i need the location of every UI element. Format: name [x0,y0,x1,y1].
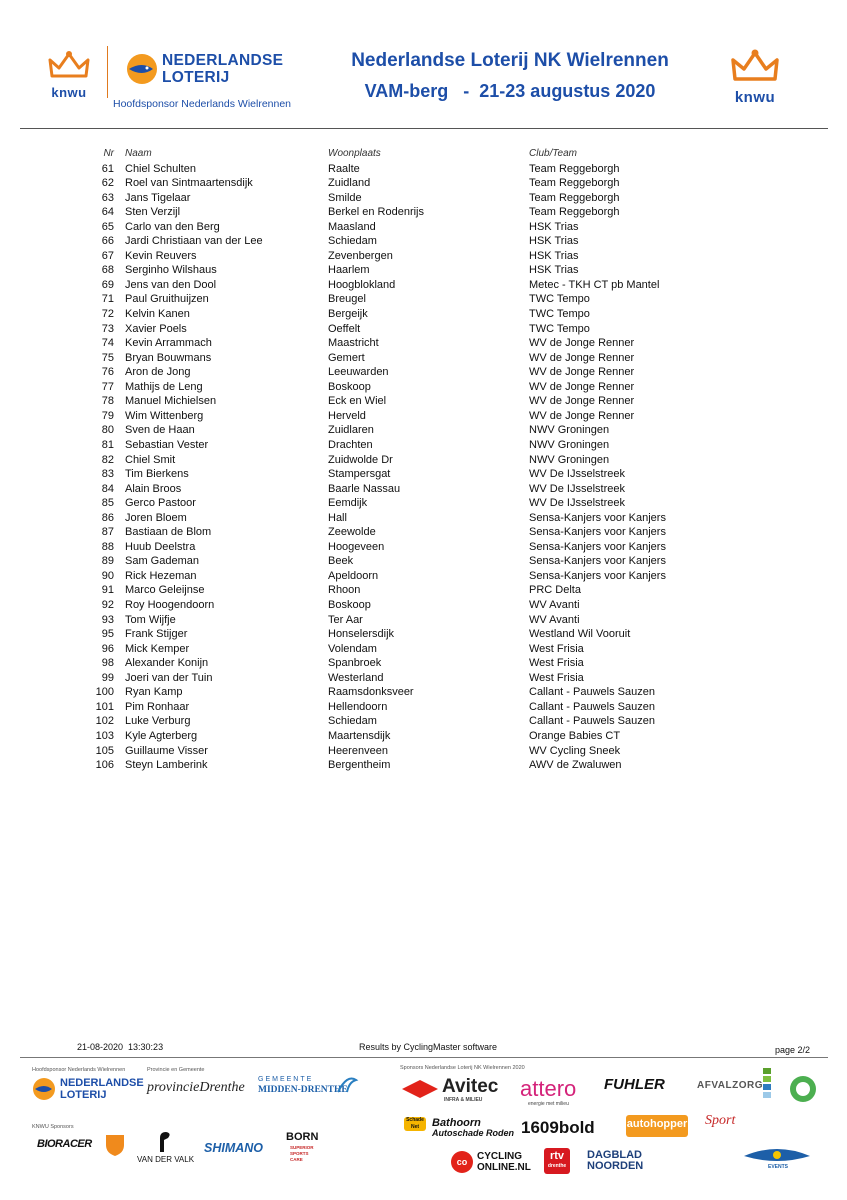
rider-woonplaats: Zuidwolde Dr [328,453,393,466]
knwu-logo-right [726,48,784,106]
rider-club: WV de Jonge Renner [529,380,635,393]
rider-name: Sven de Haan [125,424,195,437]
rider-number: 64 [101,206,114,219]
bathoorn-line2: Autoschade Roden [432,1128,515,1138]
footer-rule [20,1057,828,1058]
rider-club: WV De IJsselstreek [529,468,625,481]
rider-number: 80 [101,424,114,437]
rider-number: 98 [101,657,114,670]
table-row [0,192,847,207]
rider-number: 69 [101,278,114,291]
rider-name: Sam Gademan [125,555,199,568]
rider-number: 103 [95,729,114,742]
rider-name: Jardi Christiaan van der Lee [125,235,263,248]
shimano-logo: SHIMANO [204,1141,264,1155]
rider-number: 93 [101,613,114,626]
rider-name: Aron de Jong [125,366,191,379]
table-row [0,323,847,338]
rider-woonplaats: Maasland [328,220,376,233]
rider-name: Guillaume Visser [125,744,208,757]
column-header-nr: Nr [103,148,114,159]
rider-name: Jens van den Dool [125,278,217,291]
table-row [0,555,847,570]
cyclingonline-line2: ONLINE.NL [477,1162,531,1173]
rider-number: 67 [101,249,114,262]
afvalzorg-logo: AFVALZORG [697,1080,763,1091]
rider-woonplaats: Ter Aar [328,613,363,626]
rider-name: Sebastian Vester [125,438,209,451]
rider-club: TWC Tempo [529,308,590,320]
table-row [0,163,847,178]
nl-line2: LOTERIJ [162,69,230,86]
rider-woonplaats: Zuidland [328,177,371,190]
rider-club: Callant - Pauwels Sauzen [529,715,655,728]
rider-name: Jans Tigelaar [125,191,191,204]
crown-icon [726,48,784,84]
rider-number: 100 [95,686,114,699]
toucan-icon [156,1130,172,1152]
knwu-logo-text: knwu [734,89,776,106]
column-header-club: Club/Team [529,148,577,159]
table-row [0,614,847,629]
bioracer-logo: BIORACER [37,1138,92,1150]
footer-nl-line2: LOTERIJ [60,1089,107,1101]
rider-number: 99 [101,671,114,684]
header-rule [20,128,828,129]
rider-number: 62 [101,177,114,190]
attero-sub: energie met milieu [528,1101,569,1107]
provincie-drenthe-logo: provincieDrenthe [147,1080,245,1095]
knwu-logo-left [44,50,94,100]
column-header-naam: Naam [125,148,152,159]
rider-club: WV de Jonge Renner [529,409,635,422]
table-row [0,643,847,658]
rider-number: 82 [101,453,114,466]
rider-number: 86 [101,511,114,524]
rider-club: AWV de Zwaluwen [529,759,622,772]
rider-number: 102 [95,715,114,728]
rider-club: NWV Groningen [529,438,610,451]
schade-net-badge: Schade Net [404,1117,426,1131]
table-row [0,264,847,279]
rider-name: Pim Ronhaar [125,700,190,713]
table-row [0,235,847,250]
footer-results-credit: Results by CyclingMaster software [359,1042,498,1052]
table-row [0,730,847,745]
rider-club: WV Avanti [529,613,580,626]
rider-number: 72 [101,308,114,320]
table-row [0,584,847,599]
rider-number: 68 [101,264,114,277]
rider-name: Alain Broos [125,482,182,495]
rider-woonplaats: Hoogblokland [328,278,396,291]
rider-number: 88 [101,540,114,553]
rider-club: Sensa-Kanjers voor Kanjers [529,526,666,539]
rider-name: Xavier Poels [125,322,187,335]
table-row [0,410,847,425]
rider-club: HSK Trias [529,264,579,277]
rider-woonplaats: Apeldoorn [328,569,379,582]
rider-club: PRC Delta [529,584,581,597]
rider-club: Team Reggeborgh [529,162,620,175]
rider-name: Mick Kemper [125,642,190,655]
table-row [0,308,847,323]
table-row [0,381,847,396]
table-row [0,483,847,498]
rider-woonplaats: Eck en Wiel [328,395,387,408]
rider-woonplaats: Hellendoorn [328,700,388,713]
rider-name: Gerco Pastoor [125,497,196,510]
table-row [0,206,847,221]
rider-name: Carlo van den Berg [125,220,220,233]
knwu-logo-text: knwu [51,85,87,100]
rider-club: Callant - Pauwels Sauzen [529,686,655,699]
table-row [0,759,847,774]
table-row [0,424,847,439]
rider-club: Sensa-Kanjers voor Kanjers [529,540,666,553]
rider-club: Sensa-Kanjers voor Kanjers [529,569,666,582]
rider-woonplaats: Bergeijk [328,308,368,320]
table-row [0,352,847,367]
rider-name: Bryan Bouwmans [125,351,212,364]
rider-club: Sensa-Kanjers voor Kanjers [529,511,666,524]
rider-name: Sten Verzijl [125,206,181,219]
rider-club: Team Reggeborgh [529,191,620,204]
avitec-arrow-icon [402,1080,438,1098]
column-header-woonplaats: Woonplaats [328,148,381,159]
rider-number: 61 [101,162,114,175]
table-row [0,526,847,541]
table-row [0,657,847,672]
table-row [0,628,847,643]
rider-name: Kevin Arrammach [125,337,212,350]
table-row [0,177,847,192]
rider-club: Team Reggeborgh [529,206,620,219]
rider-number: 71 [101,293,114,306]
rider-number: 89 [101,555,114,568]
rider-woonplaats: Leeuwarden [328,366,389,379]
rider-club: Metec - TKH CT pb Mantel [529,278,660,291]
rider-club: WV De IJsselstreek [529,497,625,510]
rider-woonplaats: Volendam [328,642,377,655]
rider-club: HSK Trias [529,235,579,248]
table-row [0,512,847,527]
rider-club: West Frisia [529,642,584,655]
svg-text:co: co [456,1157,468,1167]
rider-woonplaats: Westerland [328,671,384,684]
provincie-label: Provincie en Gemeente [147,1067,205,1073]
rider-club: Westland Wil Vooruit [529,628,631,641]
rider-name: Frank Stijger [125,628,188,641]
header-divider [107,46,108,98]
crown-icon [44,50,94,80]
rider-woonplaats: Heerenveen [328,744,388,757]
table-row [0,439,847,454]
rider-woonplaats: Herveld [328,409,366,422]
nl-loterij-logo [125,52,159,91]
rider-name: Ryan Kamp [125,686,183,699]
rider-number: 78 [101,395,114,408]
rider-club: TWC Tempo [529,293,590,306]
nl-loterij-wordmark [162,52,283,86]
avitec-logo: Avitec [442,1076,499,1097]
rider-number: 74 [101,337,114,350]
rider-name: Marco Geleijnse [125,584,205,597]
rider-woonplaats: Honselersdijk [328,628,395,641]
table-row [0,221,847,236]
footer-nl-line1: NEDERLANDSE [60,1077,144,1089]
rider-woonplaats: Zuidlaren [328,424,374,437]
rider-name: Roy Hoogendoorn [125,599,215,611]
table-row [0,293,847,308]
1609bold-logo: 1609bold [521,1118,595,1137]
hoofdsponsor-label: Hoofdsponsor Nederlands Wielrennen [32,1067,126,1073]
rider-woonplaats: Boskoop [328,599,371,611]
table-row [0,570,847,585]
rider-club: West Frisia [529,657,584,670]
table-header [0,148,847,163]
rider-club: WV de Jonge Renner [529,351,635,364]
rider-number: 90 [101,569,114,582]
rider-number: 96 [101,642,114,655]
table-row [0,279,847,294]
rider-woonplaats: Smilde [328,191,362,204]
footer-page-number: page 2/2 [775,1045,811,1055]
rider-number: 65 [101,220,114,233]
rider-club: WV Avanti [529,599,580,611]
rtv-sub: drenthe [547,1163,567,1169]
table-row [0,686,847,701]
attero-logo: attero [520,1076,577,1101]
rider-woonplaats: Drachten [328,438,373,451]
rider-name: Paul Gruithuijzen [125,293,209,306]
rider-woonplaats: Bergentheim [328,759,391,772]
rider-name: Wim Wittenberg [125,409,204,422]
avitec-sub: INFRA & MILIEU [444,1097,483,1103]
rider-woonplaats: Baarle Nassau [328,482,401,495]
born-logo: BORN [286,1131,319,1143]
rider-woonplaats: Zevenbergen [328,249,393,262]
cyclingonline-circle-icon [450,1150,474,1174]
rider-woonplaats: Maartensdijk [328,729,391,742]
rider-woonplaats: Raalte [328,162,360,175]
rider-club: NWV Groningen [529,453,610,466]
rider-name: Luke Verburg [125,715,191,728]
table-row [0,468,847,483]
rider-name: Huub Deelstra [125,540,196,553]
rider-woonplaats: Oeffelt [328,322,361,335]
rider-club: WV de Jonge Renner [529,337,635,350]
born-sub: SUPERIOR SPORTS CARE [290,1145,314,1162]
rider-club: Orange Babies CT [529,729,621,742]
rider-woonplaats: Hall [328,511,347,524]
rider-club: Callant - Pauwels Sauzen [529,700,655,713]
sponsors-label: Sponsors Nederlandse Loterij NK Wielrennen 2020 [400,1065,525,1071]
rider-number: 83 [101,468,114,481]
table-row [0,599,847,614]
rider-number: 81 [101,438,114,451]
rider-name: Serginho Wilshaus [125,264,217,277]
vandervalk-logo: VAN DER VALK [137,1155,195,1164]
rider-woonplaats: Schiedam [328,715,377,728]
rider-club: Team Reggeborgh [529,177,620,190]
table-row [0,701,847,716]
rider-name: Chiel Smit [125,453,176,466]
rider-name: Tom Wijfje [125,613,176,626]
rider-woonplaats: Eemdijk [328,497,368,510]
rider-woonplaats: Raamsdonksveer [328,686,414,699]
rider-woonplaats: Hoogeveen [328,540,385,553]
bathoorn-line1: Bathoorn [432,1117,481,1129]
rider-number: 63 [101,191,114,204]
table-row [0,337,847,352]
rider-number: 84 [101,482,114,495]
cyclingonline-line1: CYCLING [477,1151,522,1162]
rider-woonplaats: Gemert [328,351,365,364]
rider-number: 73 [101,322,114,335]
rider-number: 66 [101,235,114,248]
rider-number: 87 [101,526,114,539]
rider-name: Rick Hezeman [125,569,197,582]
footer-datetime: 21-08-2020 13:30:23 [77,1042,164,1052]
rider-number: 106 [95,759,114,772]
rider-number: 95 [101,628,114,641]
rider-name: Bastiaan de Blom [125,526,212,539]
knwu-sponsors-label: KNWU Sponsors [32,1124,74,1130]
rider-club: TWC Tempo [529,322,590,335]
rider-name: Steyn Lamberink [125,759,208,772]
dagblad-line1: DAGBLAD [587,1149,642,1161]
rider-club: NWV Groningen [529,424,610,437]
rider-woonplaats: Berkel en Rodenrijs [328,206,424,219]
knwu-shield-icon [102,1131,128,1157]
rider-name: Tim Bierkens [125,468,189,481]
rider-club: West Frisia [529,671,584,684]
events-eye-icon [742,1146,812,1166]
rider-name: Kevin Reuvers [125,249,197,262]
rider-name: Kelvin Kanen [125,308,190,320]
page-header [0,0,847,130]
rider-name: Roel van Sintmaartensdijk [125,177,253,190]
gemeente-line1: GEMEENTE [258,1076,314,1083]
rider-woonplaats: Schiedam [328,235,377,248]
hoofdsponsor-text: Hoofdsponsor Nederlands Wielrennen [113,98,292,110]
table-row [0,672,847,687]
rtv-drenthe-logo [544,1148,570,1174]
rider-number: 79 [101,409,114,422]
rider-name: Kyle Agterberg [125,729,198,742]
table-row [0,250,847,265]
rtv-text: rtv [549,1150,565,1162]
rider-number: 85 [101,497,114,510]
autohopper-logo: autohopper [626,1115,688,1137]
rider-club: WV de Jonge Renner [529,366,635,379]
rider-name: Chiel Schulten [125,162,196,175]
event-subtitle: VAM-berg - 21-23 augustus 2020 [364,81,656,101]
rider-number: 92 [101,599,114,611]
table-row [0,454,847,469]
fish-logo-icon [32,1077,56,1101]
rider-name: Mathijs de Leng [125,380,203,393]
rider-name: Alexander Konijn [125,657,209,670]
event-title: Nederlandse Loterij NK Wielrennen [351,50,669,71]
table-row [0,745,847,760]
green-circle-logo-icon [789,1075,817,1103]
table-row [0,541,847,556]
table-row [0,497,847,512]
rider-name: Manuel Michielsen [125,395,217,408]
table-row [0,366,847,381]
rider-number: 75 [101,351,114,364]
rider-club: WV Cycling Sneek [529,744,621,757]
rider-number: 105 [95,744,114,757]
rider-woonplaats: Breugel [328,293,366,306]
rider-woonplaats: Zeewolde [328,526,376,539]
rider-number: 101 [95,700,114,713]
rider-club: HSK Trias [529,220,579,233]
rider-club: Sensa-Kanjers voor Kanjers [529,555,666,568]
gemeente-swirl-icon [335,1072,359,1096]
rider-club: WV de Jonge Renner [529,395,635,408]
rider-woonplaats: Boskoop [328,380,371,393]
sport-drenthe-logo: Sport [705,1113,736,1128]
rider-woonplaats: Maastricht [328,337,379,350]
gemeente-line2: MIDDEN-DRENTHE [258,1085,348,1095]
table-row [0,715,847,730]
rider-club: HSK Trias [529,249,579,262]
events-logo: EVENTS [768,1164,789,1170]
rider-woonplaats: Haarlem [328,264,370,277]
fish-logo-icon [125,52,159,86]
rider-woonplaats: Beek [328,555,354,568]
rider-name: Joeri van der Tuin [125,671,213,684]
rider-name: Joren Bloem [125,511,187,524]
rider-woonplaats: Stampersgat [328,468,391,481]
rider-woonplaats: Spanbroek [328,657,382,670]
nl-line1: NEDERLANDSE [162,52,284,69]
rider-number: 77 [101,380,114,393]
table-row [0,395,847,410]
dagblad-line2: NOORDEN [587,1160,644,1172]
rider-number: 76 [101,366,114,379]
rider-club: WV De IJsselstreek [529,482,625,495]
fuhler-logo: FUHLER [604,1076,665,1093]
rider-woonplaats: Rhoon [328,584,361,597]
rider-number: 91 [101,584,114,597]
dagblad-noorden-logo [587,1150,643,1172]
cyclingonline-logo [477,1151,531,1173]
